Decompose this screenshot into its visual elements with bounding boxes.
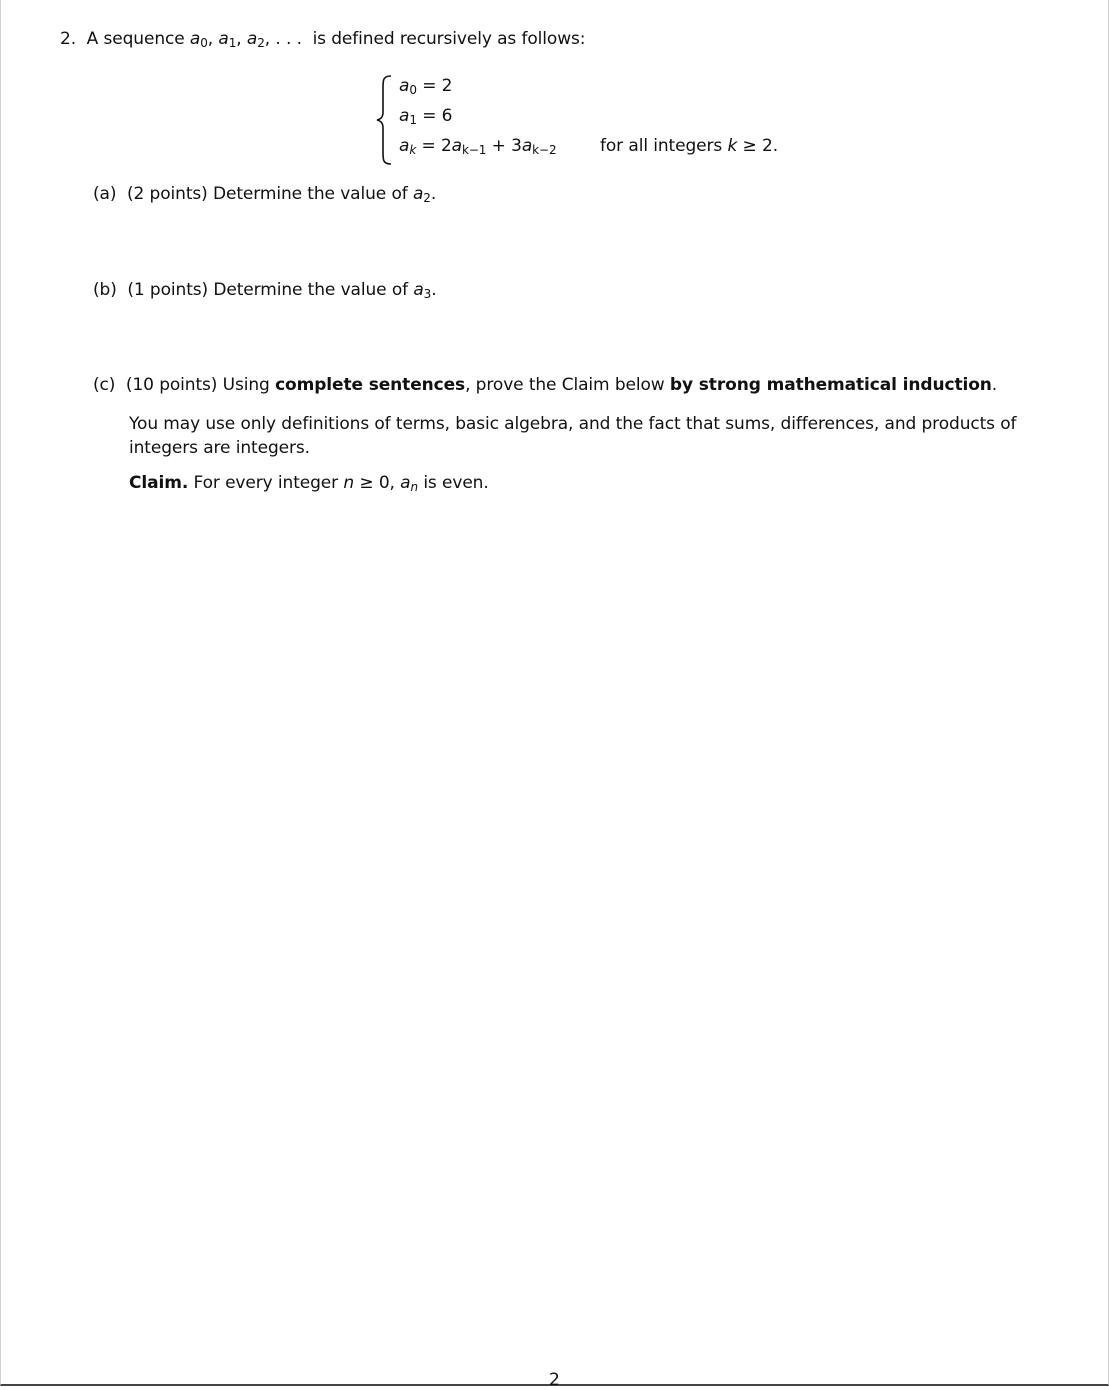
part-c-paragraph: You may use only definitions of terms, basic algebra, and the fact that sums, differences, and products of integers are integers. xyxy=(129,414,1017,458)
problem-statement: 2. A sequence $a_0$, $a_1$, $a_2$, . . . is defined recursively as follows: xyxy=(60,29,586,50)
problem-number: 2. xyxy=(60,29,77,49)
recurrence-line-2: $a_1 = 6$ xyxy=(399,106,453,127)
recurrence-line-3: $a_k = 2a_{k-1} + 3a_{k-2}$ xyxy=(399,136,557,157)
claim-label: Claim. xyxy=(129,473,189,493)
recurrence-condition: for all integers k ≥ 2. xyxy=(600,136,779,156)
recurrence-line-1: $a_0 = 2$ xyxy=(399,76,453,97)
part-a-label: (a) xyxy=(93,184,117,204)
left-brace-icon xyxy=(375,74,397,166)
claim: Claim. For every integer n ≥ 0, $a_n$ is even. xyxy=(129,473,489,494)
page-number: 2 xyxy=(549,1370,560,1390)
part-a: (a) (2 points) Determine the value of $a_2$. xyxy=(93,184,437,205)
part-b-label: (b) xyxy=(93,280,117,300)
part-c-label: (c) xyxy=(93,375,116,395)
part-b: (b) (1 points) Determine the value of $a_3$. xyxy=(93,280,437,301)
part-c: (c) (10 points) Using complete sentences, prove the Claim below by strong mathematical induction. xyxy=(93,375,998,395)
